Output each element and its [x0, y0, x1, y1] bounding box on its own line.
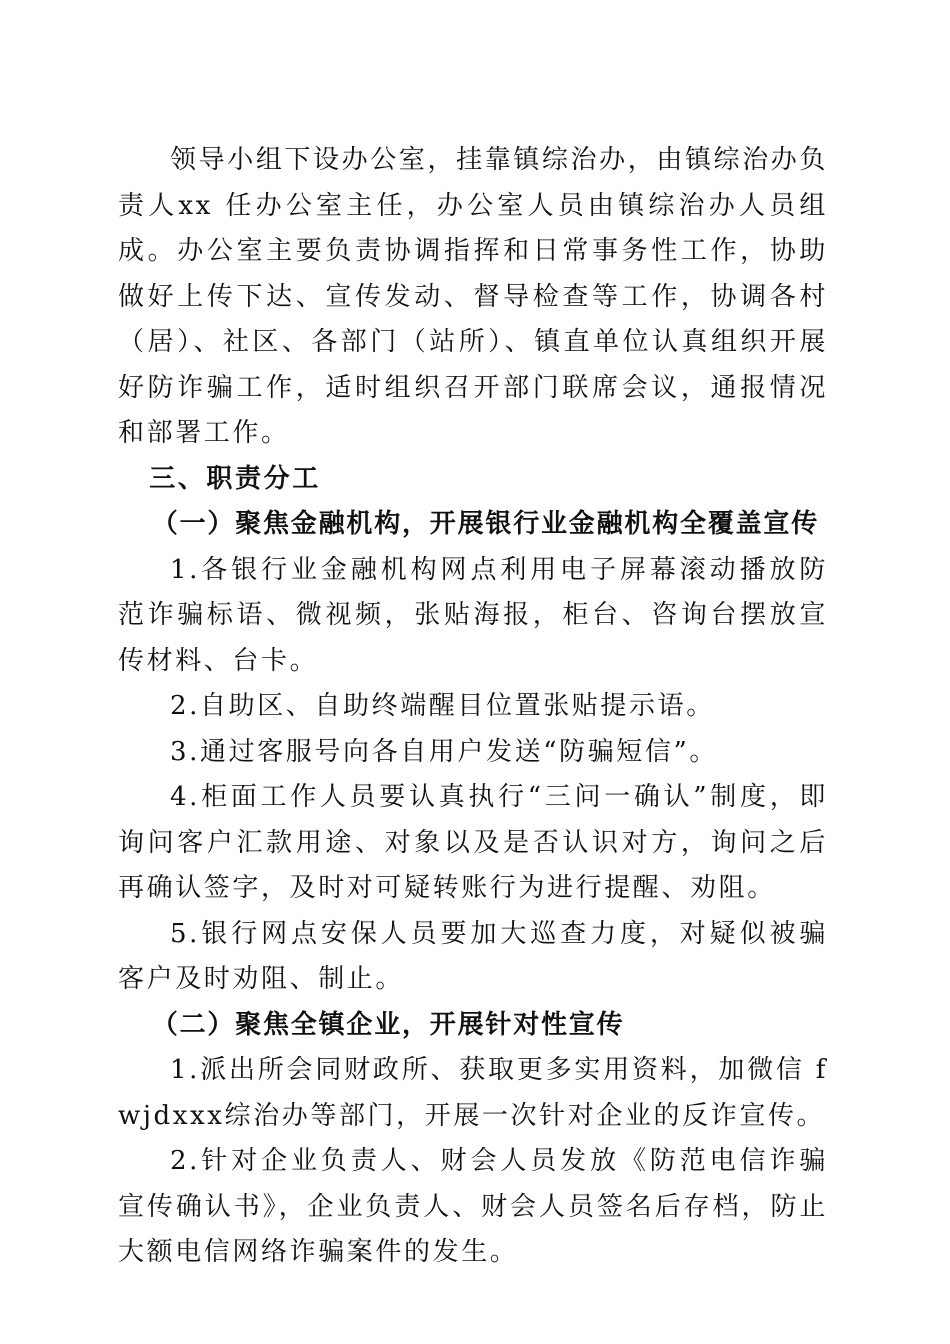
list-item-police-finance: 1.派出所会同财政所、获取更多实用资料，加微信 fwjdxxx综治办等部门，开展一次针对企业的反诈宣传。: [118, 1055, 828, 1131]
document-body: [118, 138, 828, 1276]
section-heading-responsibilities: 三、职责分工: [149, 463, 321, 494]
list-item-confirmation-letter: 2.针对企业负责人、财会人员发放《防范电信诈骗宣传确认书》，企业负责人、财会人员签名后存档，防止大额电信网络诈骗案件的发生。: [118, 1146, 828, 1267]
list-item-counter-staff: 4.柜面工作人员要认真执行“三问一确认”制度，即询问客户汇款用途、对象以及是否认识对方，询问之后再确认签字，及时对可疑转账行为进行提醒、劝阻。: [118, 782, 828, 903]
subheading-enterprises: （二）聚焦全镇企业，开展针对性宣传: [151, 1009, 625, 1040]
list-item-sms: 3.通过客服号向各自用户发送“防骗短信”。: [170, 736, 718, 767]
list-item-bank-screens: 1.各银行业金融机构网点利用电子屏幕滚动播放防范诈骗标语、微视频，张贴海报，柜台、咨询台摆放宣传材料、台卡。: [118, 554, 828, 676]
list-item-security-staff: 5.银行网点安保人员要加大巡查力度，对疑似被骗客户及时劝阻、制止。: [118, 918, 828, 994]
subheading-financial-institutions: （一）聚焦金融机构，开展银行业金融机构全覆盖宣传: [151, 509, 819, 539]
list-item-self-service: 2.自助区、自助终端醒目位置张贴提示语。: [170, 691, 715, 721]
paragraph-office-setup: 领导小组下设办公室，挂靠镇综治办，由镇综治办负责人xx 任办公室主任，办公室人员由镇综治办人员组成。办公室主要负责协调指挥和日常事务性工作，协助做好上传下达、宣传发动、督导检查等工作，协调各村（居）、社区、各部门（站所）、镇直单位认真组织开展好防诈骗工作，适时组织召开部门联席会议，通报情况和部署工作。: [118, 145, 828, 448]
